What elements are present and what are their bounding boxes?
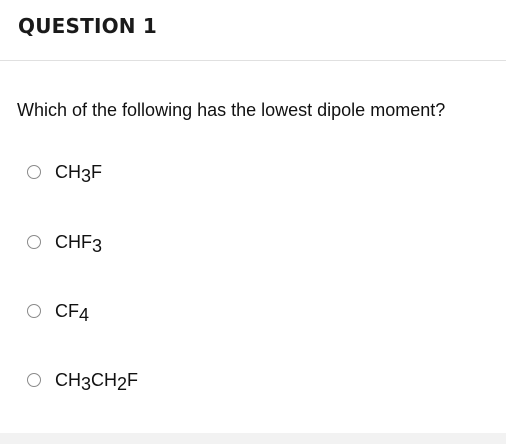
answer-option-4[interactable]: [27, 367, 138, 393]
answer-option-label: CF4: [55, 300, 90, 325]
question-header: [0, 0, 506, 60]
answer-option-2[interactable]: [27, 229, 102, 255]
footer-divider: [0, 433, 506, 444]
answer-option-1[interactable]: [27, 159, 102, 185]
radio-button[interactable]: [27, 235, 41, 249]
answer-option-label: CH3CH2F: [55, 369, 139, 394]
radio-button[interactable]: [27, 373, 41, 387]
radio-button[interactable]: [27, 304, 41, 318]
question-text: Which of the following has the lowest dipole moment?: [17, 100, 446, 120]
header-divider: [0, 60, 506, 61]
answer-option-3[interactable]: [27, 298, 89, 324]
answer-option-label: CHF3: [55, 231, 103, 256]
question-title: QUESTION 1: [18, 14, 158, 38]
answer-option-label: CH3F: [55, 161, 103, 186]
radio-button[interactable]: [27, 165, 41, 179]
